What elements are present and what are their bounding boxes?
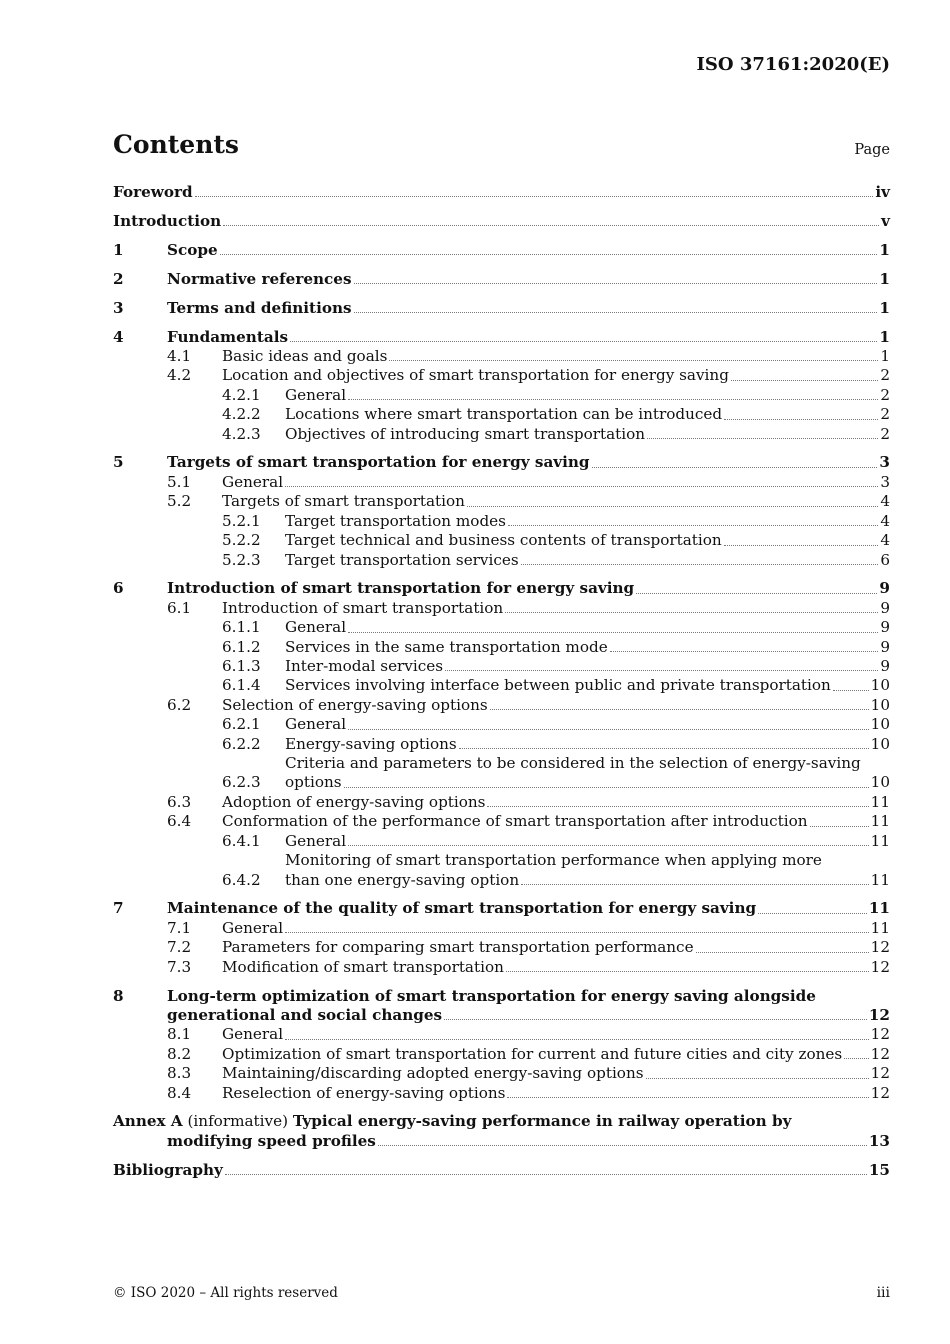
toc-page: 9 <box>880 618 890 637</box>
toc-title: Maintaining/discarding adopted energy-saving options <box>222 1064 644 1083</box>
toc-number: 4.2 <box>167 366 192 385</box>
annex-informative: (informative) <box>187 1112 288 1131</box>
toc-number: 7.2 <box>167 938 192 957</box>
contents-heading: Contents <box>113 130 240 159</box>
toc-title: Modification of smart transportation <box>222 957 504 976</box>
toc-number: 6.1.3 <box>222 657 261 676</box>
toc-title: Bibliography <box>113 1160 223 1179</box>
leader-dots <box>724 545 879 546</box>
toc-number: 5.2 <box>167 492 192 511</box>
toc-entry-7-2[interactable] <box>113 938 890 957</box>
toc-entry-6[interactable] <box>113 579 890 598</box>
toc-page: 12 <box>870 938 890 957</box>
toc-title: Normative references <box>167 269 352 288</box>
toc-title: Targets of smart transportation <box>222 492 465 511</box>
toc-entry-6-2[interactable] <box>113 696 890 715</box>
toc-number: 6.2.1 <box>222 715 261 734</box>
toc-page: 11 <box>870 918 890 937</box>
leader-dots <box>285 486 878 487</box>
toc-page: 3 <box>880 472 890 491</box>
leader-dots <box>505 612 878 613</box>
toc-number: 6.4 <box>167 812 192 831</box>
toc-entry-6-3[interactable] <box>113 793 890 812</box>
leader-dots <box>444 1019 867 1020</box>
toc-title: General <box>285 385 347 404</box>
toc-page: 10 <box>870 715 890 734</box>
leader-dots <box>348 729 869 730</box>
toc-entry-6-4[interactable] <box>113 812 890 831</box>
toc-entry-5[interactable] <box>113 453 890 472</box>
toc-entry-7-1[interactable] <box>113 919 890 938</box>
toc-entry-6-1[interactable] <box>113 599 890 618</box>
toc-title: Services involving interface between public and private transportation <box>285 676 831 695</box>
toc-title-line1: Long-term optimization of smart transportation for energy saving alongside <box>167 986 816 1005</box>
toc-number: 7.3 <box>167 957 192 976</box>
toc-entry-7-3[interactable] <box>113 958 890 977</box>
toc-number: 4.2.3 <box>222 424 261 443</box>
leader-dots <box>348 399 878 400</box>
leader-dots <box>696 952 869 953</box>
toc-page: 12 <box>870 1044 890 1063</box>
toc-entry-8[interactable] <box>113 987 890 1026</box>
toc-title: Objectives of introducing smart transportation <box>285 424 646 443</box>
toc-title: Conformation of the performance of smart transportation after introduction <box>222 812 808 831</box>
toc-number: 6.1.2 <box>222 637 261 656</box>
toc-title: Terms and definitions <box>167 298 352 317</box>
document-id: ISO 37161:2020(E) <box>696 54 890 75</box>
toc-page: 12 <box>870 957 890 976</box>
toc-page: 11 <box>870 812 890 831</box>
toc-number: 8.4 <box>167 1083 192 1102</box>
toc-page: 9 <box>880 598 890 617</box>
toc-page: 4 <box>880 531 890 550</box>
toc-title: Selection of energy-saving options <box>222 695 488 714</box>
toc-entry-8-2[interactable] <box>113 1045 890 1064</box>
toc-title: Parameters for comparing smart transportation performance <box>222 938 694 957</box>
toc-title: Maintenance of the quality of smart transportation for energy saving <box>167 899 757 918</box>
toc-entry-6-1-2[interactable] <box>113 638 890 657</box>
toc-number: 6.2.3 <box>222 773 261 792</box>
toc-title: Inter-modal services <box>285 657 444 676</box>
toc-title: Target transportation modes <box>285 511 506 530</box>
toc-page: 1 <box>880 346 890 365</box>
toc-entry-5-2-3[interactable] <box>113 551 890 570</box>
toc-entry-8-4[interactable] <box>113 1084 890 1103</box>
toc-page: 6 <box>880 550 890 569</box>
toc-entry-6-2-1[interactable] <box>113 715 890 734</box>
leader-dots <box>195 196 874 197</box>
leader-dots <box>220 254 878 255</box>
toc-title-line2: than one energy-saving option <box>285 870 520 889</box>
toc-title: Introduction of smart transportation for energy saving <box>167 579 635 598</box>
leader-dots <box>459 748 869 749</box>
leader-dots <box>445 670 878 671</box>
toc-title: Basic ideas and goals <box>222 346 388 365</box>
toc-title: Introduction of smart transportation <box>222 598 504 617</box>
toc-entry-6-1-3[interactable] <box>113 657 890 676</box>
toc-title: Energy-saving options <box>285 734 457 753</box>
leader-dots <box>354 283 878 284</box>
toc-entry-5-2[interactable] <box>113 492 890 511</box>
toc-page: 10 <box>870 734 890 753</box>
toc-title: General <box>285 715 347 734</box>
toc-title: General <box>222 472 284 491</box>
toc-number: 6.1 <box>167 598 192 617</box>
leader-dots <box>348 632 878 633</box>
leader-dots <box>389 360 878 361</box>
toc-page: 1 <box>879 269 890 288</box>
toc-entry-8-1[interactable] <box>113 1025 890 1044</box>
toc-number: 4.1 <box>167 346 192 365</box>
leader-dots <box>348 845 869 846</box>
leader-dots <box>285 932 869 933</box>
toc-page: 2 <box>880 385 890 404</box>
leader-dots <box>508 525 878 526</box>
toc-entry-2[interactable] <box>113 270 890 289</box>
toc-page: 1 <box>879 327 890 346</box>
toc-title: General <box>285 831 347 850</box>
toc-page: 12 <box>870 1083 890 1102</box>
toc-entry-6-4-1[interactable] <box>113 832 890 851</box>
leader-dots <box>487 806 868 807</box>
toc-title: Reselection of energy-saving options <box>222 1083 506 1102</box>
toc-page: 1 <box>879 298 890 317</box>
toc-entry-6-2-2[interactable] <box>113 735 890 754</box>
leader-dots <box>467 506 878 507</box>
toc-page: 13 <box>868 1131 890 1150</box>
leader-dots <box>285 1039 869 1040</box>
toc-page: 10 <box>870 695 890 714</box>
toc-entry-5-2-1[interactable] <box>113 512 890 531</box>
toc-title: Adoption of energy-saving options <box>222 792 486 811</box>
toc-page: 11 <box>870 831 890 850</box>
toc-number: 4 <box>113 327 124 346</box>
toc-entry-introduction[interactable] <box>113 212 890 231</box>
toc-number: 8.2 <box>167 1044 192 1063</box>
toc-entry-4-2-1[interactable] <box>113 386 890 405</box>
leader-dots <box>521 884 869 885</box>
leader-dots <box>731 380 878 381</box>
toc-title-line1: Monitoring of smart transportation performance when applying more <box>285 851 822 870</box>
toc-title-line2: generational and social changes <box>167 1005 443 1024</box>
leader-dots <box>724 419 878 420</box>
toc-title: General <box>222 918 284 937</box>
leader-dots <box>646 1078 869 1079</box>
toc-number: 6.4.2 <box>222 870 261 889</box>
toc-number: 6.3 <box>167 792 192 811</box>
toc-entry-5-1[interactable] <box>113 473 890 492</box>
toc-title: General <box>285 618 347 637</box>
toc-entry-bibliography[interactable] <box>113 1161 890 1180</box>
toc-page: 11 <box>870 792 890 811</box>
table-of-contents <box>113 183 890 1180</box>
leader-dots <box>490 709 869 710</box>
toc-entry-3[interactable] <box>113 299 890 318</box>
toc-title: Target transportation services <box>285 550 519 569</box>
leader-dots <box>290 341 877 342</box>
toc-entry-8-3[interactable] <box>113 1064 890 1083</box>
toc-number: 4.2.1 <box>222 385 261 404</box>
toc-title-line2: options <box>285 773 342 792</box>
leader-dots <box>833 690 869 691</box>
toc-page: 12 <box>870 1064 890 1083</box>
toc-page: 12 <box>870 1025 890 1044</box>
toc-number: 5.2.1 <box>222 511 261 530</box>
toc-number: 6.4.1 <box>222 831 261 850</box>
toc-page: 4 <box>880 511 890 530</box>
toc-number: 6.2.2 <box>222 734 261 753</box>
toc-page: 3 <box>879 453 890 472</box>
toc-title: Targets of smart transportation for energy saving <box>167 453 590 472</box>
toc-page: 11 <box>868 899 890 918</box>
toc-annex-line1 <box>113 1112 869 1131</box>
toc-page: 11 <box>870 870 890 889</box>
toc-number: 6.1.1 <box>222 618 261 637</box>
annex-label: Annex A <box>113 1112 183 1131</box>
toc-entry-4[interactable] <box>113 328 890 347</box>
toc-number: 8.1 <box>167 1025 192 1044</box>
toc-title: General <box>222 1025 284 1044</box>
page-column-label: Page <box>854 142 890 158</box>
leader-dots <box>378 1145 867 1146</box>
toc-number: 5.2.3 <box>222 550 261 569</box>
toc-entry-1[interactable] <box>113 241 890 260</box>
toc-title: Optimization of smart transportation for current and future cities and city zones <box>222 1044 843 1063</box>
toc-page: iv <box>875 183 890 201</box>
page-number: iii <box>876 1285 890 1301</box>
toc-page: 2 <box>880 405 890 424</box>
toc-number: 4.2.2 <box>222 405 261 424</box>
leader-dots <box>610 651 879 652</box>
toc-title-line1: Typical energy-saving performance in railway operation by <box>292 1112 792 1131</box>
toc-page: 9 <box>880 637 890 656</box>
toc-number: 7.1 <box>167 918 192 937</box>
toc-entry-4-2-2[interactable] <box>113 405 890 424</box>
toc-entry-7[interactable] <box>113 899 890 918</box>
toc-page: 10 <box>870 676 890 695</box>
toc-page: 2 <box>880 366 890 385</box>
leader-dots <box>844 1058 868 1059</box>
toc-title-line1: Criteria and parameters to be considered in the selection of energy-saving <box>285 754 861 773</box>
leader-dots <box>592 467 878 468</box>
toc-entry-5-2-2[interactable] <box>113 531 890 550</box>
toc-number: 8 <box>113 986 124 1005</box>
toc-number: 5.1 <box>167 472 192 491</box>
toc-number: 5 <box>113 453 124 472</box>
toc-title: Introduction <box>113 211 222 230</box>
toc-entry-6-4-2[interactable] <box>113 851 890 890</box>
toc-page: v <box>881 211 890 230</box>
toc-entry-6-2-3[interactable] <box>113 754 890 793</box>
copyright-notice: © ISO 2020 – All rights reserved <box>113 1285 338 1301</box>
toc-number: 3 <box>113 298 124 317</box>
toc-number: 8.3 <box>167 1064 192 1083</box>
toc-entry-4-1[interactable] <box>113 347 890 366</box>
leader-dots <box>506 971 869 972</box>
toc-number: 6.2 <box>167 695 192 714</box>
toc-page: 12 <box>868 1005 890 1024</box>
toc-entry-annex-a[interactable] <box>113 1112 890 1151</box>
toc-title: Scope <box>167 240 218 259</box>
toc-entry-6-1-1[interactable] <box>113 618 890 637</box>
toc-title: Services in the same transportation mode <box>285 637 608 656</box>
toc-number: 2 <box>113 269 124 288</box>
toc-number: 5.2.2 <box>222 531 261 550</box>
leader-dots <box>636 593 877 594</box>
toc-number: 6 <box>113 579 124 598</box>
toc-title: Location and objectives of smart transportation for energy saving <box>222 366 729 385</box>
leader-dots <box>223 225 879 226</box>
toc-title: Target technical and business contents of transportation <box>285 531 722 550</box>
leader-dots <box>810 826 869 827</box>
toc-page: 2 <box>880 424 890 443</box>
leader-dots <box>354 312 878 313</box>
leader-dots <box>225 1174 867 1175</box>
toc-number: 7 <box>113 899 124 918</box>
leader-dots <box>758 913 867 914</box>
toc-page: 9 <box>879 579 890 598</box>
leader-dots <box>507 1097 868 1098</box>
toc-page: 15 <box>868 1160 890 1179</box>
toc-page: 10 <box>870 773 890 792</box>
toc-title: Locations where smart transportation can be introduced <box>285 405 723 424</box>
toc-page: 9 <box>880 657 890 676</box>
toc-title-line2: modifying speed profiles <box>167 1131 376 1150</box>
leader-dots <box>344 787 869 788</box>
toc-entry-foreword[interactable] <box>113 183 890 202</box>
toc-page: 1 <box>879 240 890 259</box>
toc-entry-4-2[interactable] <box>113 366 890 385</box>
toc-entry-6-1-4[interactable] <box>113 676 890 695</box>
leader-dots <box>647 438 878 439</box>
toc-title: Foreword <box>113 183 193 201</box>
toc-title: Fundamentals <box>167 327 289 346</box>
toc-page: 4 <box>880 492 890 511</box>
toc-number: 6.1.4 <box>222 676 261 695</box>
toc-number: 1 <box>113 240 124 259</box>
toc-entry-4-2-3[interactable] <box>113 425 890 444</box>
leader-dots <box>521 564 879 565</box>
